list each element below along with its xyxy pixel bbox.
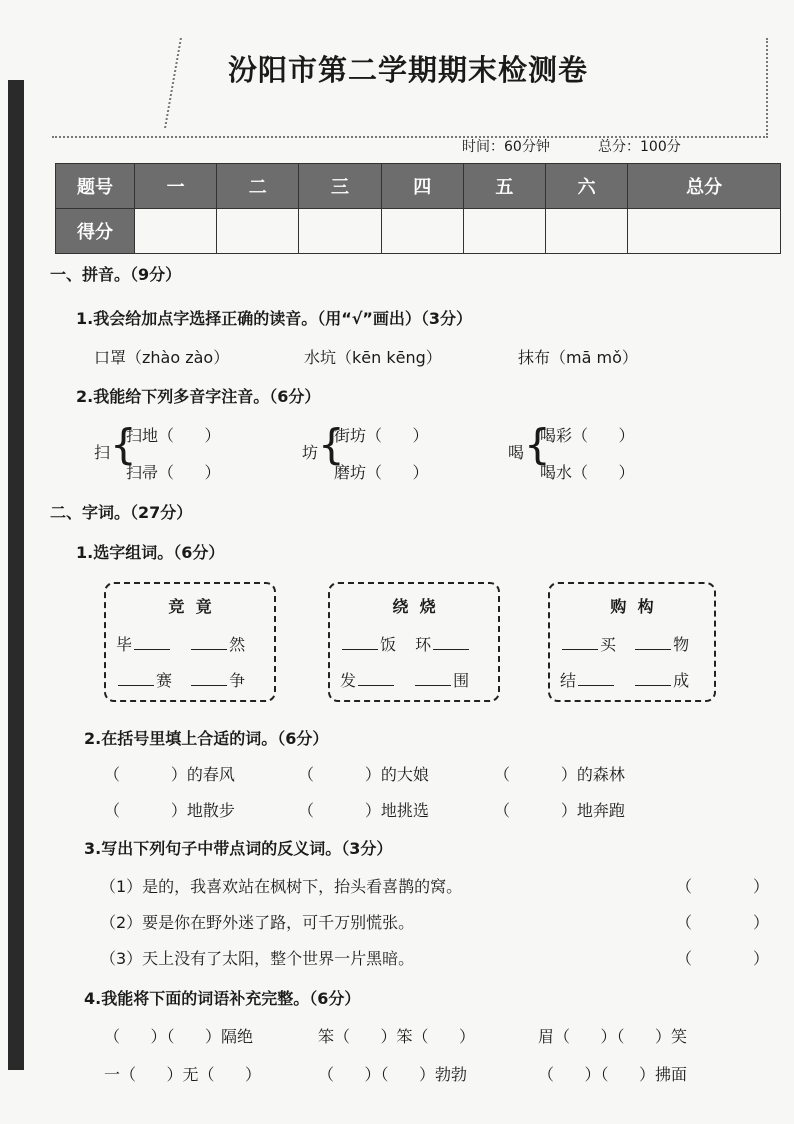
polyphone-word[interactable]: 街坊（ ） [334, 426, 429, 445]
answer-blank[interactable] [635, 649, 671, 650]
answer-paren[interactable]: （ ） [676, 913, 770, 932]
fill-phrase[interactable]: （ ）地奔跑 [494, 801, 625, 820]
blank-row [560, 632, 689, 655]
word-char: 围 [453, 671, 470, 690]
polyphone-char: 喝 [508, 443, 525, 462]
polyphone-word[interactable]: 喝彩（ ） [540, 426, 635, 445]
blank-row [340, 668, 469, 691]
idiom-blank[interactable]: （ ）（ ）勃勃 [318, 1065, 468, 1084]
question-prompt: 1.选字组词。（6分） [76, 543, 225, 562]
cell: 六 [546, 164, 628, 209]
blank-row [340, 632, 471, 655]
idiom-blank[interactable]: （ ）（ ）隔绝 [104, 1027, 254, 1046]
idiom-blank[interactable]: 眉（ ）（ ）笑 [538, 1027, 688, 1046]
word-char: 饭 [380, 635, 397, 654]
question-prompt: 4.我能将下面的词语补充完整。（6分） [84, 989, 361, 1008]
word-char: 买 [600, 635, 617, 654]
score-input[interactable] [546, 209, 628, 254]
choice-chars: 购 构 [610, 597, 654, 616]
word-char: 结 [560, 671, 577, 690]
antonym-sentence: （1）是的，我喜欢站在枫树下，抬头看喜鹊的窝。 [100, 877, 463, 896]
brace-icon: { [110, 420, 137, 469]
binding-strip [8, 80, 24, 1070]
idiom-blank[interactable]: 一（ ）无（ ） [104, 1065, 262, 1084]
choice-chars: 绕 烧 [392, 597, 436, 616]
section-heading: 一、拼音。（9分） [50, 265, 182, 284]
fill-phrase[interactable]: （ ）地散步 [104, 801, 235, 820]
answer-blank[interactable] [342, 649, 378, 650]
answer-blank[interactable] [635, 685, 671, 686]
polyphone-word[interactable]: 磨坊（ ） [334, 463, 429, 482]
word-choice-box [328, 582, 500, 702]
exam-time: 时间：60分钟 [462, 139, 550, 155]
blank-row [116, 668, 245, 691]
cell: 题号 [56, 164, 135, 209]
choice-chars: 竞 竟 [168, 597, 212, 616]
answer-blank[interactable] [118, 685, 154, 686]
cell: 一 [135, 164, 217, 209]
answer-blank[interactable] [358, 685, 394, 686]
cell: 二 [217, 164, 299, 209]
word-char: 然 [229, 635, 246, 654]
word-char: 发 [340, 671, 357, 690]
answer-blank[interactable] [191, 685, 227, 686]
answer-blank[interactable] [191, 649, 227, 650]
score-input[interactable] [463, 209, 545, 254]
page-title: 汾阳市第二学期期末检测卷 [228, 53, 589, 87]
polyphone-word[interactable]: 扫地（ ） [126, 426, 221, 445]
score-header-row [56, 164, 781, 209]
polyphone-word[interactable]: 喝水（ ） [540, 463, 635, 482]
polyphone-word[interactable]: 扫帚（ ） [126, 463, 221, 482]
polyphone-char: 扫 [94, 443, 111, 462]
polyphone-char: 坊 [302, 443, 319, 462]
brace-icon: { [524, 420, 551, 469]
exam-total: 总分：100分 [598, 139, 681, 155]
pinyin-item[interactable]: 抹布（mā mǒ） [518, 348, 638, 367]
score-input[interactable] [135, 209, 217, 254]
fill-phrase[interactable]: （ ）地挑选 [298, 801, 429, 820]
score-table [55, 163, 781, 254]
answer-paren[interactable]: （ ） [676, 949, 770, 968]
answer-blank[interactable] [562, 649, 598, 650]
antonym-sentence: （3）天上没有了太阳，整个世界一片黑暗。 [100, 949, 415, 968]
brace-icon: { [318, 420, 345, 469]
antonym-sentence: （2）要是你在野外迷了路，可千万别慌张。 [100, 913, 415, 932]
idiom-blank[interactable]: （ ）（ ）拂面 [538, 1065, 688, 1084]
answer-paren[interactable]: （ ） [676, 877, 770, 896]
score-input[interactable] [381, 209, 463, 254]
section-heading: 二、字词。（27分） [50, 503, 193, 522]
fill-phrase[interactable]: （ ）的春风 [104, 765, 235, 784]
question-prompt: 1.我会给加点字选择正确的读音。（用“√”画出）（3分） [76, 309, 473, 328]
blank-row [560, 668, 689, 691]
question-prompt: 3.写出下列句子中带点词的反义词。（3分） [84, 839, 393, 858]
cell: 三 [299, 164, 381, 209]
word-char: 争 [229, 671, 246, 690]
answer-blank[interactable] [433, 649, 469, 650]
blank-row [116, 632, 245, 655]
word-choice-box [104, 582, 276, 702]
fill-phrase[interactable]: （ ）的森林 [494, 765, 625, 784]
score-input[interactable] [628, 209, 781, 254]
answer-blank[interactable] [415, 685, 451, 686]
word-char: 物 [673, 635, 690, 654]
pinyin-item[interactable]: 水坑（kēn kēng） [304, 348, 442, 367]
score-input[interactable] [217, 209, 299, 254]
word-char: 环 [415, 635, 432, 654]
cell: 总分 [628, 164, 781, 209]
fill-phrase[interactable]: （ ）的大娘 [298, 765, 429, 784]
cell: 五 [463, 164, 545, 209]
score-value-row [56, 209, 781, 254]
question-prompt: 2.在括号里填上合适的词。（6分） [84, 729, 329, 748]
idiom-blank[interactable]: 笨（ ）笨（ ） [318, 1027, 476, 1046]
cell: 得分 [56, 209, 135, 254]
answer-blank[interactable] [578, 685, 614, 686]
score-input[interactable] [299, 209, 381, 254]
question-prompt: 2.我能给下列多音字注音。（6分） [76, 387, 321, 406]
word-choice-box [548, 582, 716, 702]
answer-blank[interactable] [134, 649, 170, 650]
word-char: 成 [673, 671, 690, 690]
word-char: 赛 [156, 671, 173, 690]
word-char: 毕 [116, 635, 133, 654]
cell: 四 [381, 164, 463, 209]
pinyin-item[interactable]: 口罩（zhào zào） [94, 348, 230, 367]
